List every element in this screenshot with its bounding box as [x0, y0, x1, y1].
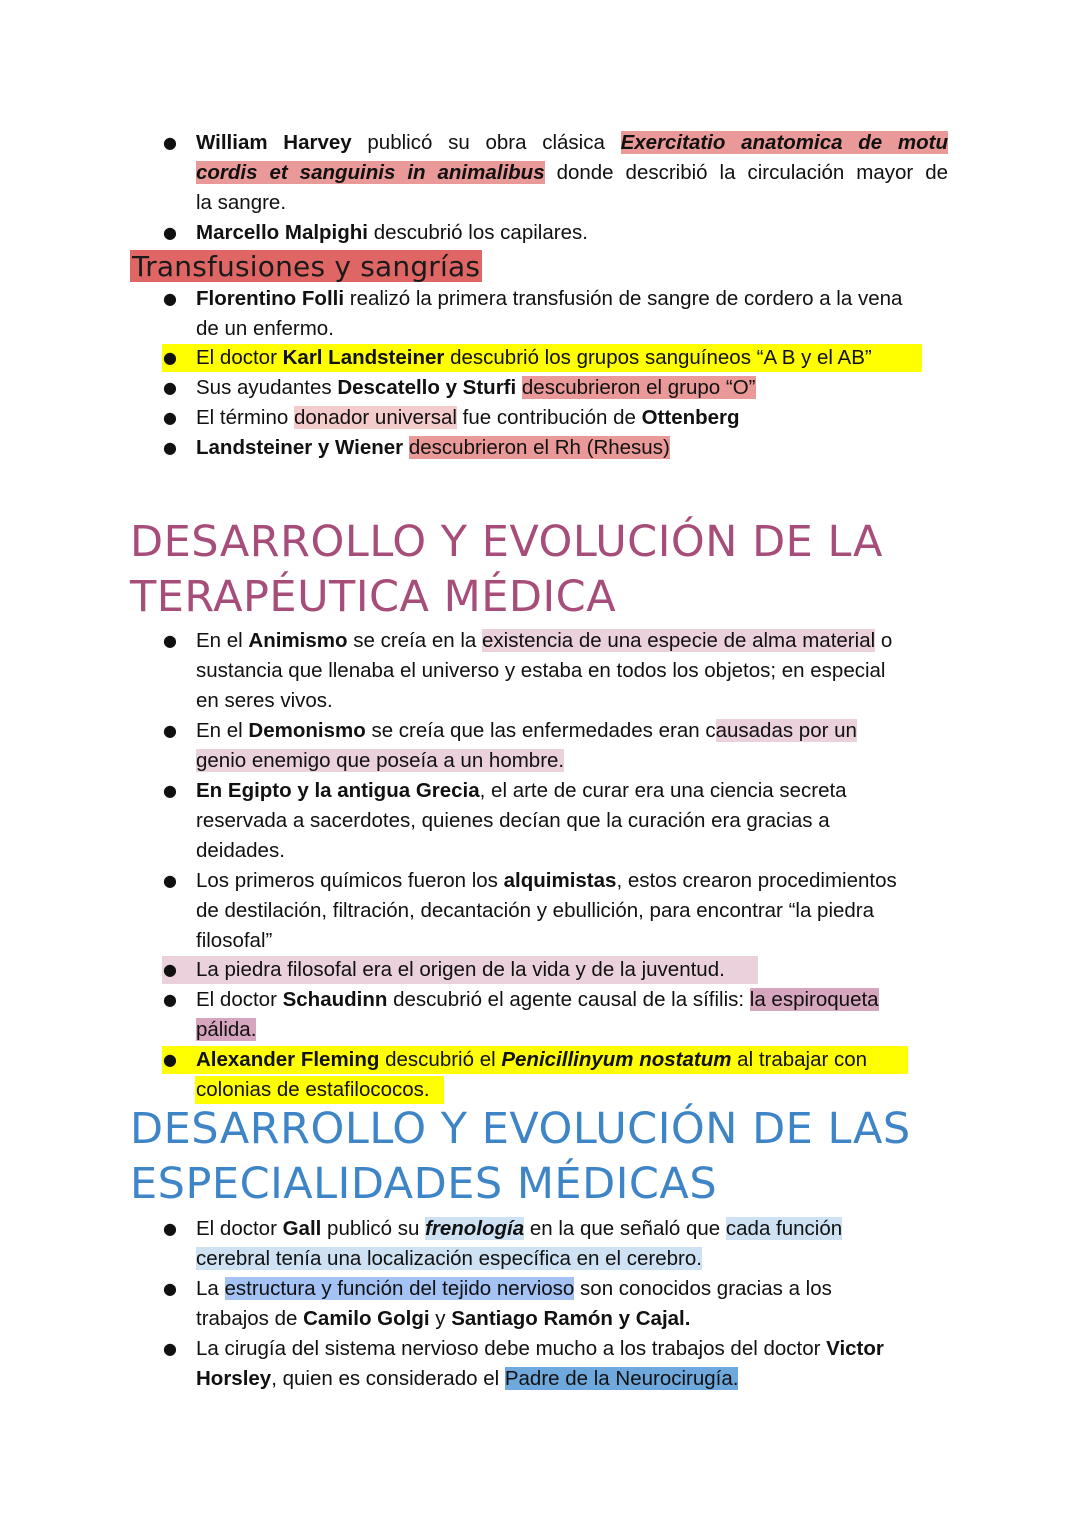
text: realizó la primera transfusión de sangre de cordero a la vena	[344, 287, 903, 310]
highlight-text: descubrieron el Rh (Rhesus)	[408, 436, 670, 459]
list-item-demonismo	[196, 716, 857, 746]
bullet-icon: ●	[163, 438, 177, 457]
highlight-text: genio enemigo que poseía a un hombre.	[196, 749, 565, 772]
bullet-icon: ●	[163, 871, 177, 890]
list-item-egipto-line3: deidades.	[196, 839, 285, 862]
list-item-animismo	[196, 626, 892, 656]
bullet-icon: ●	[163, 1219, 177, 1238]
bold-term: Demonismo	[248, 719, 366, 742]
bullet-icon: ●	[163, 1339, 177, 1358]
text: Sus ayudantes	[196, 376, 338, 399]
list-item-tejido-nervioso	[196, 1274, 832, 1304]
list-item-animismo-line3: en seres vivos.	[196, 689, 333, 712]
list-item-folli-line2: de un enfermo.	[196, 317, 334, 340]
list-item-egipto-line2: reservada a sacerdotes, quienes decían que la curación era gracias a	[196, 809, 830, 832]
list-item-horsley	[196, 1334, 884, 1364]
heading-terapeutica-line2: TERAPÉUTICA MÉDICA	[130, 572, 617, 622]
text: fue contribución de	[456, 406, 642, 429]
highlight-text: cada función	[725, 1217, 843, 1240]
highlight-text: Padre de la Neurocirugía.	[504, 1367, 739, 1390]
text: donde describió la circulación mayor de	[544, 161, 949, 184]
bullet-icon: ●	[163, 223, 177, 242]
text: En el	[196, 629, 249, 652]
list-item-harvey-line3: la sangre.	[196, 191, 287, 214]
bullet-icon: ●	[163, 721, 177, 740]
list-item-horsley-line2	[196, 1364, 738, 1394]
bold-name: Camilo Golgi	[303, 1307, 430, 1330]
bold-name: Florentino Folli	[196, 287, 345, 310]
text: y	[429, 1307, 452, 1330]
bullet-icon: ●	[163, 408, 177, 427]
bullet-icon: ●	[163, 631, 177, 650]
bold-term: Animismo	[248, 629, 348, 652]
heading-terapeutica-line1: DESARROLLO Y EVOLUCIÓN DE LA	[130, 517, 883, 567]
text: , quien es considerado el	[271, 1367, 505, 1390]
text: publicó su	[321, 1217, 426, 1240]
list-item-gall	[196, 1214, 842, 1244]
bullet-icon: ●	[163, 1279, 177, 1298]
text: publicó su obra clásica	[351, 131, 621, 154]
text: Los primeros químicos fueron los	[196, 869, 504, 892]
bullet-icon: ●	[163, 348, 177, 367]
bullet-icon: ●	[163, 960, 177, 979]
list-item-harvey-line2	[196, 158, 948, 188]
text: , el arte de curar era una ciencia secreta	[479, 779, 847, 802]
list-item-alquimistas-line3: filosofal”	[196, 929, 273, 952]
bold-name: Gall	[282, 1217, 322, 1240]
list-item-alquimistas	[196, 866, 897, 896]
text: se creía que las enfermedades eran c	[365, 719, 716, 742]
bold-name: Victor	[826, 1337, 884, 1360]
bullet-icon: ●	[163, 781, 177, 800]
bold-name: Horsley	[196, 1367, 272, 1390]
bold-name: Alexander Fleming	[196, 1048, 380, 1071]
list-item-fleming	[196, 1045, 867, 1075]
bold-term: alquimistas	[503, 869, 617, 892]
text: El doctor	[196, 346, 283, 369]
heading-especialidades-line1: DESARROLLO Y EVOLUCIÓN DE LAS	[130, 1104, 911, 1154]
list-item-egipto	[196, 776, 847, 806]
text: La cirugía del sistema nervioso debe mucho a los trabajos del doctor	[196, 1337, 827, 1360]
text: El término	[196, 406, 294, 429]
highlight-text: donador universal	[293, 406, 457, 429]
bullet-icon: ●	[163, 133, 177, 152]
text: descubrió el	[379, 1048, 502, 1071]
text: , estos crearon procedimientos	[616, 869, 897, 892]
list-item-piedra: La piedra filosofal era el origen de la vida y de la juventud.	[196, 958, 725, 981]
text: El doctor	[196, 1217, 283, 1240]
text: se creía en la	[347, 629, 482, 652]
list-item-wiener	[196, 433, 670, 463]
text: El doctor	[196, 988, 283, 1011]
list-item-gall-line2	[196, 1244, 702, 1274]
list-item-descatello	[196, 373, 756, 403]
highlight-work-title: cordis et sanguinis in animalibus	[196, 161, 545, 184]
bold-name: Descatello y Sturfi	[337, 376, 517, 399]
bold-name: Schaudinn	[282, 988, 388, 1011]
text: o	[875, 629, 893, 652]
list-item-folli	[196, 284, 902, 314]
text: son conocidos gracias a los	[574, 1277, 832, 1300]
list-item-schaudinn-line2	[196, 1015, 256, 1045]
list-item-alquimistas-line2: de destilación, filtración, decantación y ebullición, para encontrar “la piedra	[196, 899, 875, 922]
list-item-tejido-nervioso-line2	[196, 1304, 690, 1334]
text: en la que señaló que	[524, 1217, 726, 1240]
list-item-animismo-line2: sustancia que llenaba el universo y estaba en todos los objetos; en especial	[196, 659, 886, 682]
highlight-text: estructura y función del tejido nervioso	[224, 1277, 575, 1300]
highlight-text: existencia de una especie de alma material	[482, 629, 876, 652]
list-item-demonismo-line2	[196, 746, 564, 776]
highlight-text: descubrieron el grupo “O”	[521, 376, 756, 399]
bold-name: William Harvey	[196, 131, 352, 154]
highlight-text: ausadas por un	[715, 719, 857, 742]
text	[403, 436, 409, 459]
bullet-icon: ●	[163, 1050, 177, 1069]
text: descubrió el agente causal de la sífilis:	[387, 988, 750, 1011]
text: descubrió los grupos sanguíneos “A B y el AB”	[444, 346, 872, 369]
text: La	[196, 1277, 225, 1300]
text: trabajos de	[196, 1307, 304, 1330]
italic-species: Penicillinyum nostatum	[501, 1048, 732, 1071]
highlight-text: cerebral tenía una localización específica en el cerebro.	[196, 1247, 702, 1270]
bullet-icon: ●	[163, 990, 177, 1009]
list-item-malpighi	[196, 218, 588, 248]
text: al trabajar con	[731, 1048, 868, 1071]
bold-name: Karl Landsteiner	[282, 346, 445, 369]
list-item-landsteiner	[196, 343, 872, 373]
bold-term: En Egipto y la antigua Grecia	[196, 779, 480, 802]
bold-name: Santiago Ramón y Cajal.	[451, 1307, 691, 1330]
bullet-icon: ●	[163, 289, 177, 308]
bold-name: Marcello Malpighi	[196, 221, 368, 244]
list-item-fleming-line2: colonias de estafilococos.	[196, 1078, 430, 1101]
list-item-schaudinn	[196, 985, 879, 1015]
highlight-text: la espiroqueta	[749, 988, 879, 1011]
highlight-text: frenología	[425, 1217, 525, 1240]
list-item-harvey	[196, 128, 948, 158]
bullet-icon: ●	[163, 378, 177, 397]
highlight-work-title: Exercitatio anatomica de motu	[620, 131, 948, 154]
section-title-transfusiones: Transfusiones y sangrías	[132, 250, 481, 283]
heading-especialidades-line2: ESPECIALIDADES MÉDICAS	[130, 1159, 718, 1209]
text: En el	[196, 719, 249, 742]
bold-name: Ottenberg	[641, 406, 740, 429]
highlight-text: pálida.	[196, 1018, 257, 1041]
bold-name: Landsteiner y Wiener	[196, 436, 404, 459]
list-item-ottenberg	[196, 403, 740, 433]
text: descubrió los capilares.	[368, 221, 588, 244]
